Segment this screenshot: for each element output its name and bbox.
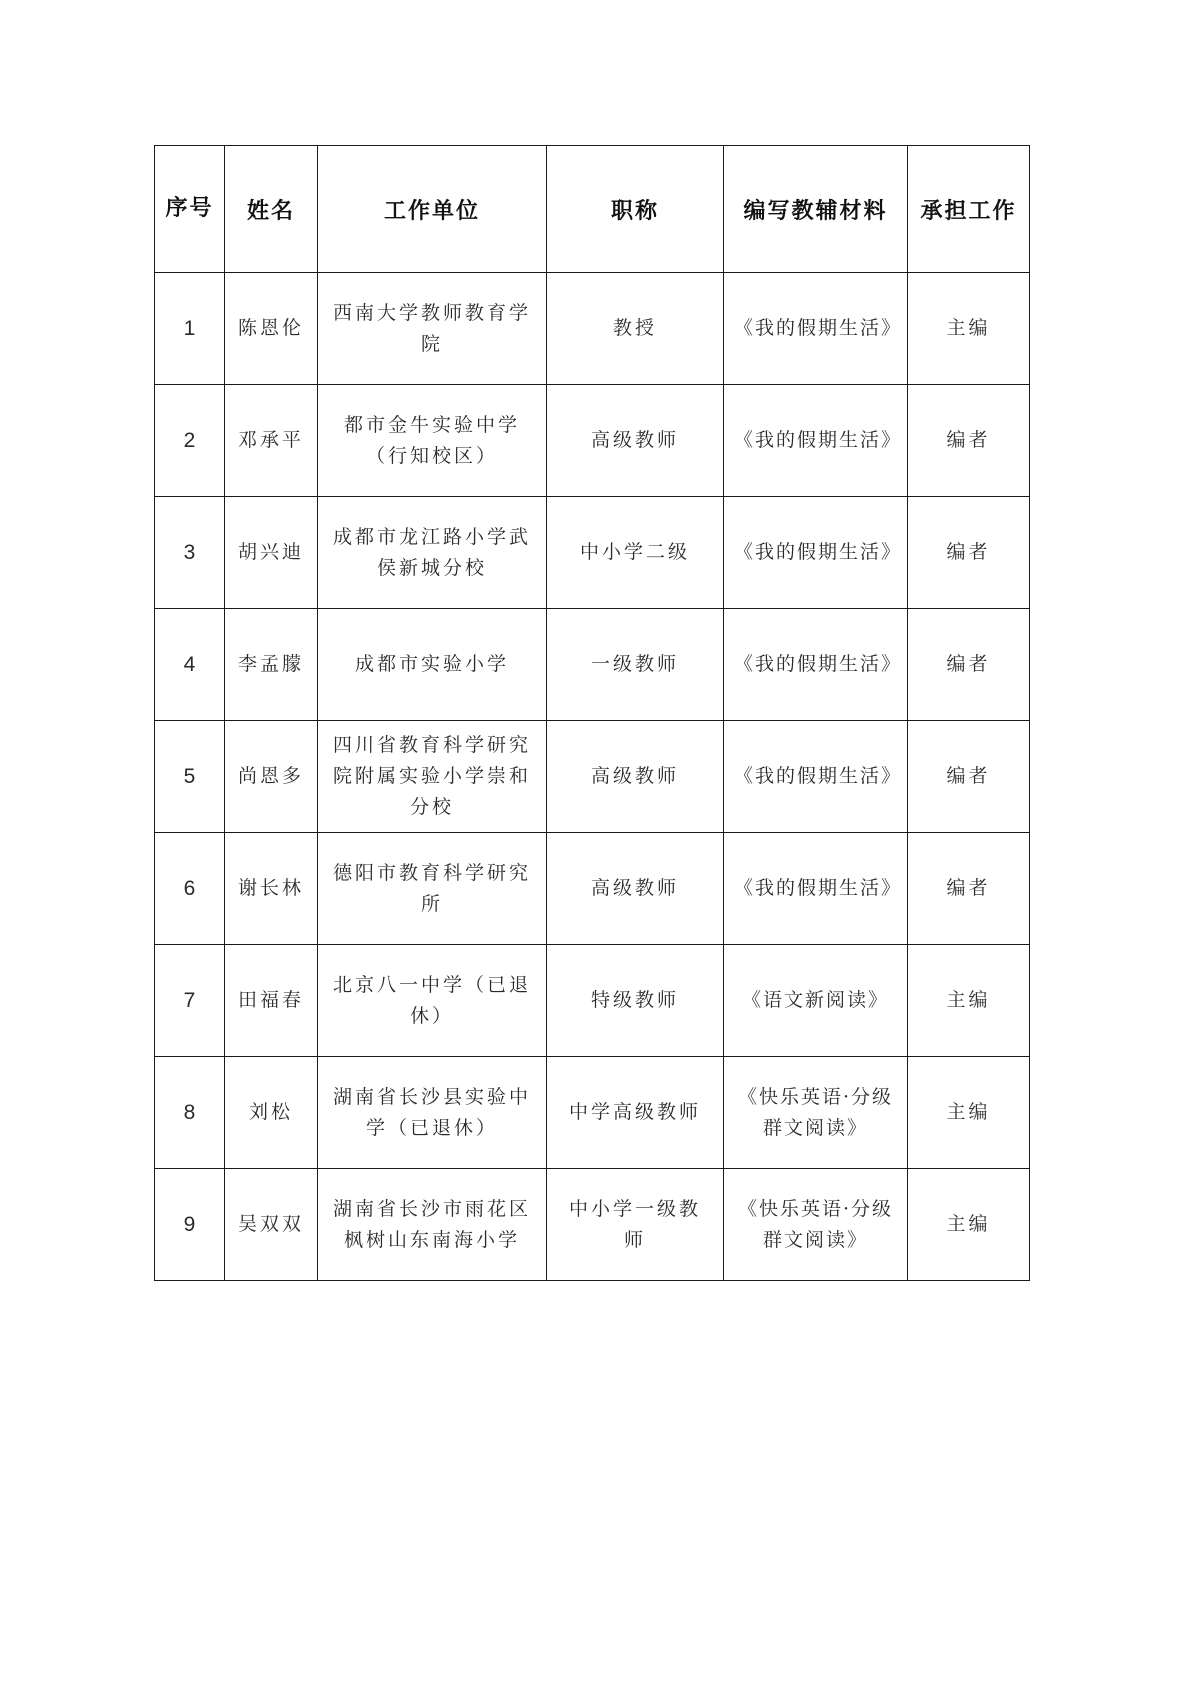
- cell-seq: 1: [155, 273, 225, 385]
- cell-seq: 3: [155, 497, 225, 609]
- cell-unit: 成都市龙江路小学武侯新城分校: [318, 497, 547, 609]
- editor-roster-table: [154, 145, 1030, 1281]
- cell-unit: 北京八一中学（已退休）: [318, 945, 547, 1057]
- cell-unit: 德阳市教育科学研究所: [318, 833, 547, 945]
- table-row: [155, 1169, 1030, 1281]
- cell-role: 主编: [908, 1057, 1030, 1169]
- table-row: [155, 721, 1030, 833]
- table-row: [155, 385, 1030, 497]
- cell-seq: 8: [155, 1057, 225, 1169]
- cell-name: 李孟朦: [225, 609, 318, 721]
- cell-unit: 成都市实验小学: [318, 609, 547, 721]
- cell-title: 高级教师: [547, 385, 724, 497]
- cell-name: 刘松: [225, 1057, 318, 1169]
- cell-title: 特级教师: [547, 945, 724, 1057]
- cell-unit: 都市金牛实验中学（行知校区）: [318, 385, 547, 497]
- cell-material: 《语文新阅读》: [724, 945, 908, 1057]
- cell-role: 编者: [908, 497, 1030, 609]
- cell-unit: 湖南省长沙县实验中学（已退休）: [318, 1057, 547, 1169]
- cell-material: 《快乐英语·分级群文阅读》: [724, 1169, 908, 1281]
- table-body: [155, 273, 1030, 1281]
- cell-title: 高级教师: [547, 721, 724, 833]
- cell-name: 田福春: [225, 945, 318, 1057]
- cell-seq: 4: [155, 609, 225, 721]
- cell-seq: 6: [155, 833, 225, 945]
- header-material: 编写教辅材料: [724, 146, 908, 273]
- cell-seq: 2: [155, 385, 225, 497]
- cell-seq: 5: [155, 721, 225, 833]
- cell-title: 一级教师: [547, 609, 724, 721]
- cell-title: 中小学一级教师: [547, 1169, 724, 1281]
- cell-name: 吴双双: [225, 1169, 318, 1281]
- cell-material: 《我的假期生活》: [724, 273, 908, 385]
- cell-title: 教授: [547, 273, 724, 385]
- cell-name: 胡兴迪: [225, 497, 318, 609]
- header-name: 姓名: [225, 146, 318, 273]
- cell-material: 《快乐英语·分级群文阅读》: [724, 1057, 908, 1169]
- table-row: [155, 833, 1030, 945]
- table-row: [155, 609, 1030, 721]
- cell-role: 编者: [908, 721, 1030, 833]
- table-row: [155, 1057, 1030, 1169]
- cell-material: 《我的假期生活》: [724, 833, 908, 945]
- cell-seq: 9: [155, 1169, 225, 1281]
- cell-role: 主编: [908, 945, 1030, 1057]
- cell-title: 中学高级教师: [547, 1057, 724, 1169]
- cell-title: 高级教师: [547, 833, 724, 945]
- cell-material: 《我的假期生活》: [724, 721, 908, 833]
- table-row: [155, 273, 1030, 385]
- cell-unit: 湖南省长沙市雨花区枫树山东南海小学: [318, 1169, 547, 1281]
- cell-seq: 7: [155, 945, 225, 1057]
- cell-material: 《我的假期生活》: [724, 385, 908, 497]
- cell-role: 主编: [908, 1169, 1030, 1281]
- cell-name: 尚恩多: [225, 721, 318, 833]
- table-row: [155, 945, 1030, 1057]
- header-unit: 工作单位: [318, 146, 547, 273]
- cell-role: 编者: [908, 609, 1030, 721]
- cell-name: 谢长林: [225, 833, 318, 945]
- cell-role: 主编: [908, 273, 1030, 385]
- cell-unit: 四川省教育科学研究院附属实验小学崇和分校: [318, 721, 547, 833]
- cell-name: 陈恩伦: [225, 273, 318, 385]
- header-seq: 序号: [155, 146, 225, 273]
- header-title: 职称: [547, 146, 724, 273]
- cell-role: 编者: [908, 833, 1030, 945]
- cell-name: 邓承平: [225, 385, 318, 497]
- cell-unit: 西南大学教师教育学院: [318, 273, 547, 385]
- cell-role: 编者: [908, 385, 1030, 497]
- table-row: [155, 497, 1030, 609]
- cell-material: 《我的假期生活》: [724, 497, 908, 609]
- header-row: [155, 146, 1030, 273]
- cell-title: 中小学二级: [547, 497, 724, 609]
- table-header: [155, 146, 1030, 273]
- cell-material: 《我的假期生活》: [724, 609, 908, 721]
- header-role: 承担工作: [908, 146, 1030, 273]
